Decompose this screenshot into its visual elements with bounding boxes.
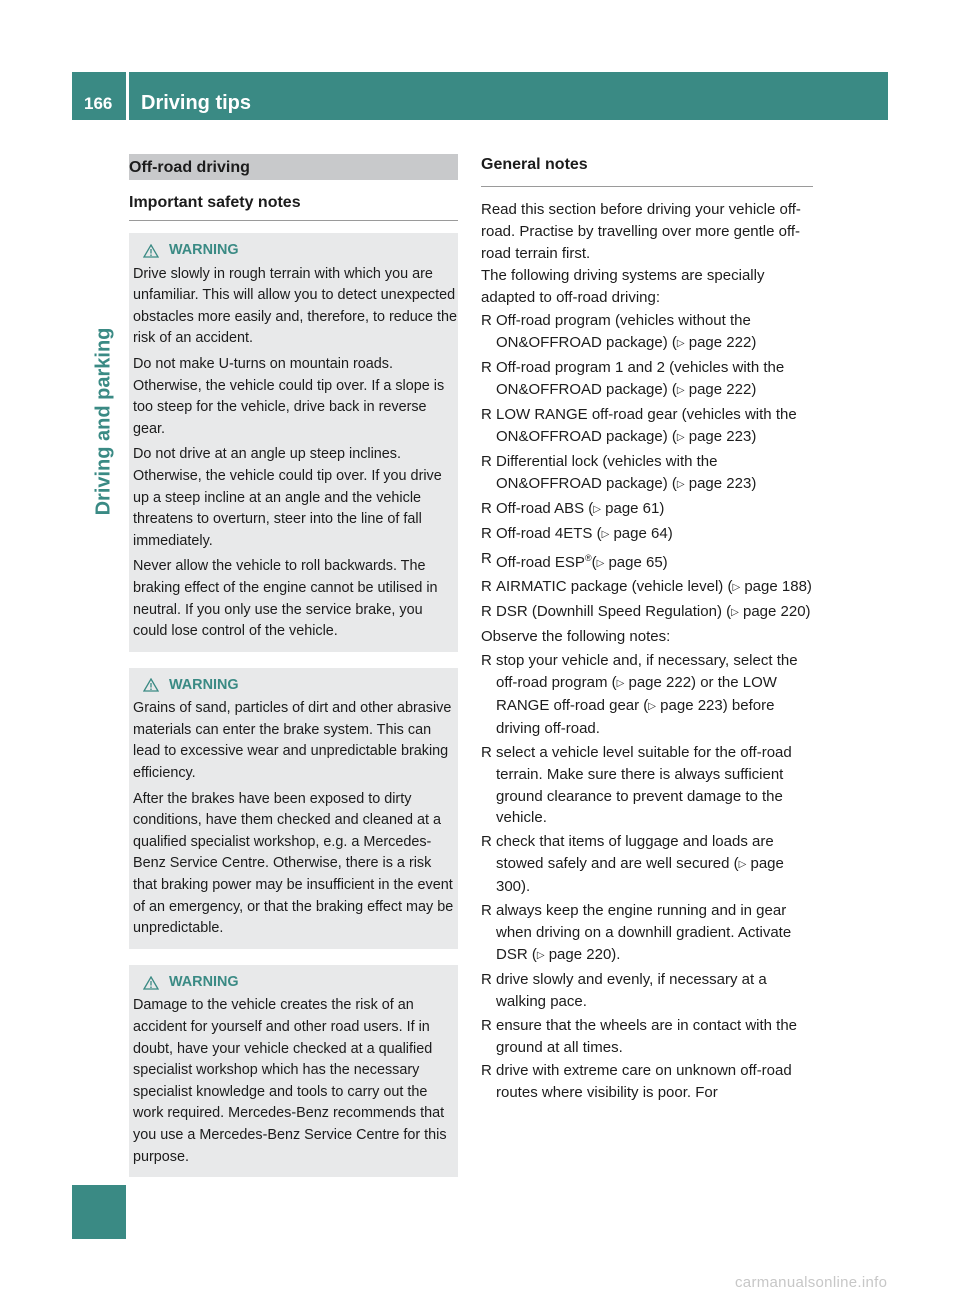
subheading: Important safety notes bbox=[129, 194, 458, 221]
list-item: R check that items of luggage and loads are stowed safely and are well secured (▷ page 300). bbox=[481, 833, 784, 896]
list-item: R Off-road program 1 and 2 (vehicles with the ON&OFFROAD package) (▷ page 222) bbox=[481, 359, 785, 399]
warning-paragraph: Do not make U-turns on mountain roads. Otherwise, the vehicle could tip over. If a slope is too steep for the vehicle, drive back in reverse gear. bbox=[133, 355, 445, 437]
page-ref-icon: ▷ bbox=[676, 478, 685, 490]
page-ref-link[interactable]: page 64) bbox=[613, 524, 673, 542]
systems-intro: The following driving systems are specially adapted to off-road driving: bbox=[481, 266, 765, 306]
page-ref-icon: ▷ bbox=[676, 431, 685, 443]
left-column bbox=[129, 154, 458, 1177]
page-ref-link[interactable]: page 61) bbox=[605, 499, 665, 517]
page-ref-icon: ▷ bbox=[593, 503, 601, 515]
page-ref-icon: ▷ bbox=[732, 582, 741, 594]
page-number: 166 bbox=[72, 72, 126, 120]
page-title: Driving tips bbox=[129, 72, 888, 120]
warning-paragraph: After the brakes have been exposed to dirty conditions, have them checked and cleaned at a qualified specialist workshop, e.g. a Mercedes-Benz Service Centre. Otherwise, there is a risk that braking power may be insufficient in the event of an emergency, or that the braking effect may be unpredictable. bbox=[133, 790, 454, 937]
page-ref-link[interactable]: page 188) bbox=[744, 578, 812, 596]
bullet-icon: R bbox=[481, 312, 492, 330]
bullet-icon: R bbox=[481, 578, 492, 596]
page-ref-link[interactable]: page 300). bbox=[496, 855, 784, 896]
page-ref-link[interactable]: page 65) bbox=[608, 553, 668, 571]
bullet-icon: R bbox=[481, 452, 492, 470]
bullet-icon: R bbox=[481, 499, 492, 517]
bullet-icon: R bbox=[481, 524, 492, 542]
warning-paragraph: Grains of sand, particles of dirt and other abrasive materials can enter the brake system. This can lead to excessive wear and unpredictable braking efficiency. bbox=[133, 700, 452, 782]
right-column bbox=[481, 154, 813, 1106]
page-ref-icon: ▷ bbox=[676, 338, 685, 350]
watermark: carmanualsonline.info bbox=[735, 1274, 888, 1291]
notes-intro: Observe the following notes: bbox=[481, 628, 671, 646]
bullet-icon: R bbox=[481, 652, 492, 670]
registered-mark: ® bbox=[584, 552, 592, 563]
page-ref-link[interactable]: page 220) bbox=[742, 603, 811, 621]
list-item: R stop your vehicle and, if necessary, select the off-road program (▷ page 222) or the LOW RANGE off-road gear (▷ page 223) before driving off-road. bbox=[481, 652, 798, 737]
bullet-icon: R bbox=[481, 1062, 492, 1080]
list-item: R Off-road ABS (▷ page 61) bbox=[481, 498, 813, 521]
list-item: R Differential lock (vehicles with the ON&OFFROAD package) (▷ page 223) bbox=[481, 452, 757, 492]
page-ref-icon: ▷ bbox=[536, 949, 545, 961]
warning-box-1 bbox=[129, 233, 458, 652]
page-ref-icon: ▷ bbox=[731, 607, 739, 619]
bullet-icon: R bbox=[481, 902, 492, 920]
side-tab-marker bbox=[72, 1185, 126, 1239]
page-ref-link[interactable]: page 222) bbox=[688, 334, 757, 352]
warning-paragraph: Drive slowly in rough terrain with which you are unfamiliar. This will allow you to detect unexpected obstacles more easily and, therefore, to reduce the risk of an accident. bbox=[133, 265, 457, 347]
page-ref-icon: ▷ bbox=[648, 700, 656, 712]
list-item: R DSR (Downhill Speed Regulation) (▷ page 220) bbox=[481, 601, 813, 624]
page-ref-icon: ▷ bbox=[601, 528, 610, 540]
page-ref-icon: ▷ bbox=[738, 859, 747, 871]
list-item: R drive slowly and evenly, if necessary at a walking pace. bbox=[481, 970, 767, 1010]
page-ref-link[interactable]: page 223) bbox=[688, 427, 757, 445]
systems-list bbox=[481, 310, 813, 624]
warning-triangle-icon bbox=[143, 678, 159, 692]
list-item: R Off-road ESP®(▷ page 65) bbox=[481, 549, 668, 571]
warning-title: WARNING bbox=[133, 240, 458, 262]
list-item: R ensure that the wheels are in contact with the ground at all times. bbox=[481, 1016, 798, 1056]
list-item: R Off-road program (vehicles without the ON&OFFROAD package) (▷ page 222) bbox=[481, 312, 757, 352]
list-item: R LOW RANGE off-road gear (vehicles with the ON&OFFROAD package) (▷ page 223) bbox=[481, 406, 797, 445]
warning-title: WARNING bbox=[133, 972, 458, 994]
warning-box-3 bbox=[129, 965, 458, 1177]
page-ref-link[interactable]: page 222) bbox=[688, 381, 757, 399]
intro-paragraph: Read this section before driving your vehicle off-road. Practise by travelling over more gentle off-road terrain first. bbox=[481, 200, 801, 262]
warning-paragraph: Never allow the vehicle to roll backwards. The braking effect of the engine cannot be utilised in neutral. If you only use the service brake, you could lose control of the vehicle. bbox=[133, 558, 438, 640]
page-ref-link[interactable]: page 220). bbox=[548, 945, 621, 963]
list-item: R drive with extreme care on unknown off-road routes where visibility is poor. For bbox=[481, 1062, 792, 1102]
page-ref-link[interactable]: page 223) before driving off-road. bbox=[496, 696, 775, 737]
list-item: R select a vehicle level suitable for the off-road terrain. Make sure there is always sufficient ground clearance to prevent damage to the vehicle. bbox=[481, 743, 792, 827]
general-notes-heading: General notes bbox=[481, 154, 813, 187]
bullet-icon: R bbox=[481, 743, 492, 761]
list-item: R always keep the engine running and in gear when driving on a downhill gradient. Activate DSR (▷ page 220). bbox=[481, 902, 792, 963]
page-ref-link[interactable]: page 222) or the LOW RANGE off-road gear ( bbox=[496, 674, 777, 714]
bullet-icon: R bbox=[481, 833, 492, 851]
side-tab-label: Driving and parking bbox=[92, 327, 115, 516]
warning-title: WARNING bbox=[133, 675, 458, 697]
section-title-bar bbox=[129, 154, 458, 180]
bullet-icon: R bbox=[481, 549, 492, 567]
list-item: R AIRMATIC package (vehicle level) (▷ page 188) bbox=[481, 576, 813, 599]
page-ref-icon: ▷ bbox=[616, 678, 625, 690]
warning-triangle-icon bbox=[143, 244, 159, 258]
bullet-icon: R bbox=[481, 1016, 492, 1034]
warning-triangle-icon bbox=[143, 976, 159, 990]
bullet-icon: R bbox=[481, 359, 492, 377]
page-ref-icon: ▷ bbox=[676, 385, 685, 397]
bullet-icon: R bbox=[481, 603, 492, 621]
page-ref-icon: ▷ bbox=[596, 557, 605, 569]
warning-paragraph: Do not drive at an angle up steep inclines. Otherwise, the vehicle could tip over. If you drive up a steep incline at an angle and the vehicle threatens to overturn, steer into the line of fall immediately. bbox=[133, 446, 442, 549]
section-title: Off-road driving bbox=[129, 159, 250, 176]
page-ref-link[interactable]: page 223) bbox=[688, 474, 757, 492]
bullet-icon: R bbox=[481, 406, 492, 424]
warning-paragraph: Damage to the vehicle creates the risk of an accident for yourself and other road users. If in doubt, have your vehicle checked at a qualified specialist workshop which has the necessary specialist knowledge and tools to carry out the work required. Mercedes-Benz recommends that you use a Mercedes-Benz Service Centre for this purpose. bbox=[133, 997, 447, 1165]
list-item: R Off-road 4ETS (▷ page 64) bbox=[481, 523, 813, 546]
warning-box-2 bbox=[129, 668, 458, 949]
bullet-icon: R bbox=[481, 970, 492, 988]
notes-list bbox=[481, 650, 813, 1104]
